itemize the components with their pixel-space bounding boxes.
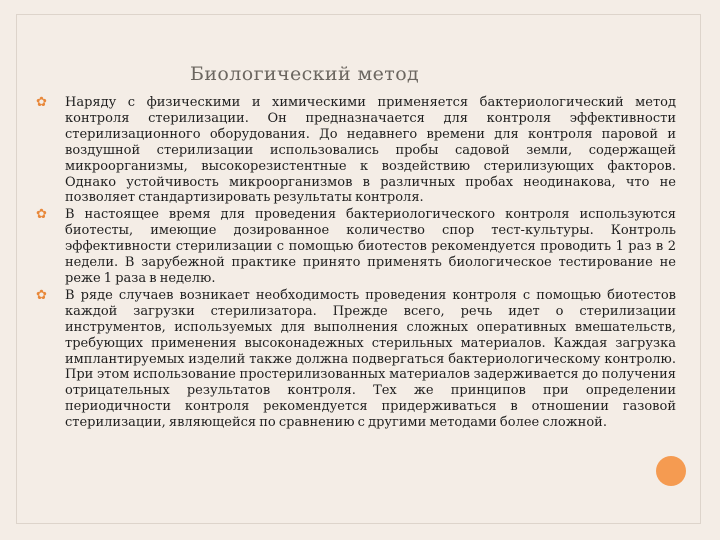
bullet-text-2: В настоящее время для проведения бактериологического контроля используются биотесты, имеющие дозированное количество спор тест-культуры. Контроль эффективности стерилизации с помощью биотестов рекомендуется проводить 1 раз в 2 недели. В зарубежной практике принято применять биологическое тестирование не реже 1 раза в неделю. [65,207,676,286]
bullet-item-1 [36,95,676,206]
slide-title: Биологический метод [190,63,420,85]
bullet-text-1: Наряду с физическими и химическими применяется бактериологический метод контроля стерилизации. Он предназначается для контроля эффективности стерилизационного оборудования. До недавнего времени для контроля паровой и воздушной стерилизации использовались пробы садовой земли, содержащей микроорганизмы, высокорезистентные к воздействию стерилизующих факторов. Однако устойчивость микроорганизмов в различных пробах неодинакова, что не позволяет стандартизировать результаты контроля. [65,95,676,206]
bullet-text-3: В ряде случаев возникает необходимость проведения контроля с помощью биотестов каждой загрузки стерилизатора. Прежде всего, речь идет о стерилизации инструментов, используемых для выполнения сложных оперативных вмешательств, требующих применения высоконадежных стерильных материалов. Каждая загрузка имплантируемых изделий также должна подвергаться бактериологическому контролю. При этом использование простерилизованных материалов задерживается до получения отрицательных результатов контроля. Тех же принципов при определении периодичности контроля рекомендуется придерживаться в отношении газовой стерилизации, являющейся по сравнению с другими методами более сложной. [65,287,676,431]
bullet-list [36,95,676,432]
flower-bullet-icon: ✿ [36,207,47,223]
decorative-circle [656,456,686,486]
flower-bullet-icon: ✿ [36,95,47,110]
bullet-item-2 [36,207,676,287]
flower-bullet-icon: ✿ [36,287,47,303]
bullet-item-3 [36,288,676,431]
